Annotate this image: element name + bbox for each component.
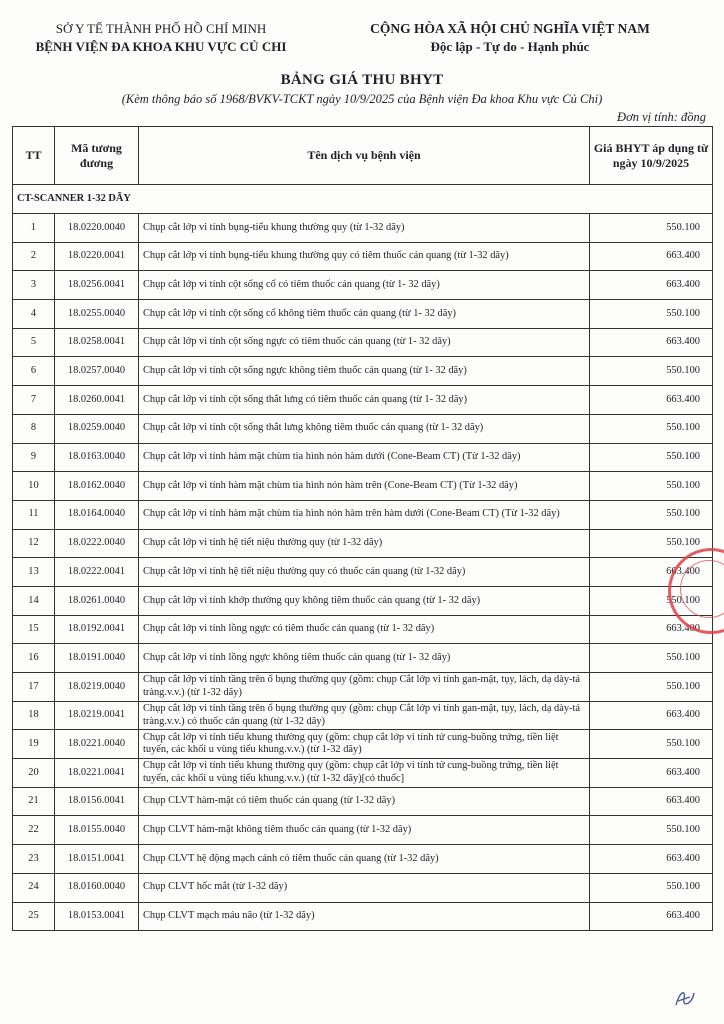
table-row [13, 558, 713, 587]
table-row [13, 242, 713, 271]
table-row [13, 787, 713, 816]
row-code: 18.0222.0040 [55, 529, 139, 558]
row-price: 663.400 [590, 845, 713, 874]
row-name: Chụp cắt lớp vi tính hàm mặt chùm tia hình nón hàm trên hàm dưới (Cone-Beam CT) (Từ 1-32 dãy) [139, 500, 590, 529]
header-price: Giá BHYT áp dụng từ ngày 10/9/2025 [590, 127, 713, 185]
row-name: Chụp CLVT hàm-mặt có tiêm thuốc cản quang (từ 1-32 dãy) [139, 787, 590, 816]
row-price: 550.100 [590, 644, 713, 673]
price-table [12, 126, 713, 931]
row-price: 663.400 [590, 615, 713, 644]
row-name: Chụp CLVT hốc mắt (từ 1-32 dãy) [139, 873, 590, 902]
row-tt: 1 [13, 214, 55, 243]
issuer-hospital: BỆNH VIỆN ĐA KHOA KHU VỰC CỦ CHI [35, 39, 287, 54]
row-price: 663.400 [590, 558, 713, 587]
row-code: 18.0261.0040 [55, 586, 139, 615]
row-name: Chụp CLVT hàm-mặt không tiêm thuốc cản quang (từ 1-32 dãy) [139, 816, 590, 845]
row-code: 18.0219.0040 [55, 673, 139, 702]
table-row [13, 615, 713, 644]
row-tt: 15 [13, 615, 55, 644]
table-header-row [13, 127, 713, 185]
table-row [13, 816, 713, 845]
row-code: 18.0221.0041 [55, 759, 139, 788]
table-row [13, 586, 713, 615]
row-tt: 12 [13, 529, 55, 558]
motto: Độc lập - Tự do - Hạnh phúc [430, 39, 590, 54]
row-price: 550.100 [590, 873, 713, 902]
document-subtitle: (Kèm thông báo số 1968/BVKV-TCKT ngày 10/9/2025 của Bệnh viện Đa khoa Khu vực Củ Chi) [121, 92, 603, 106]
row-code: 18.0259.0040 [55, 414, 139, 443]
issuer-department: SỞ Y TẾ THÀNH PHỐ HỒ CHÍ MINH [55, 21, 267, 36]
row-price: 663.400 [590, 759, 713, 788]
table-row [13, 500, 713, 529]
row-tt: 7 [13, 386, 55, 415]
row-tt: 6 [13, 357, 55, 386]
table-row [13, 214, 713, 243]
row-tt: 4 [13, 300, 55, 329]
header-code: Mã tương đương [55, 127, 139, 185]
row-name: Chụp cắt lớp vi tính lồng ngực có tiêm thuốc cản quang (từ 1- 32 dãy) [139, 615, 590, 644]
row-price: 550.100 [590, 673, 713, 702]
row-name: Chụp cắt lớp vi tính cột sống cổ không tiêm thuốc cản quang (từ 1- 32 dãy) [139, 300, 590, 329]
row-tt: 22 [13, 816, 55, 845]
signature-mark [672, 985, 698, 1011]
row-code: 18.0163.0040 [55, 443, 139, 472]
table-row [13, 271, 713, 300]
row-price: 550.100 [590, 586, 713, 615]
table-row [13, 328, 713, 357]
row-code: 18.0153.0041 [55, 902, 139, 931]
issuer-block [16, 20, 306, 56]
table-row [13, 357, 713, 386]
row-code: 18.0191.0040 [55, 644, 139, 673]
row-code: 18.0220.0041 [55, 242, 139, 271]
row-name: Chụp cắt lớp vi tính hệ tiết niệu thường quy (từ 1-32 dãy) [139, 529, 590, 558]
row-price: 550.100 [590, 414, 713, 443]
row-price: 550.100 [590, 357, 713, 386]
table-row [13, 300, 713, 329]
row-tt: 13 [13, 558, 55, 587]
row-name: Chụp cắt lớp vi tính hệ tiết niệu thường quy có thuốc cản quang (từ 1-32 dãy) [139, 558, 590, 587]
table-row [13, 902, 713, 931]
row-price: 550.100 [590, 443, 713, 472]
row-code: 18.0255.0040 [55, 300, 139, 329]
row-name: Chụp cắt lớp vi tính cột sống thắt lưng có tiêm thuốc cản quang (từ 1- 32 dãy) [139, 386, 590, 415]
row-price: 663.400 [590, 271, 713, 300]
row-price: 550.100 [590, 214, 713, 243]
row-name: Chụp cắt lớp vi tính cột sống ngực có tiêm thuốc cản quang (từ 1- 32 dãy) [139, 328, 590, 357]
row-price: 663.400 [590, 701, 713, 730]
row-price: 663.400 [590, 328, 713, 357]
row-price: 663.400 [590, 902, 713, 931]
row-tt: 21 [13, 787, 55, 816]
row-price: 550.100 [590, 730, 713, 759]
row-code: 18.0220.0040 [55, 214, 139, 243]
row-code: 18.0221.0040 [55, 730, 139, 759]
row-code: 18.0162.0040 [55, 472, 139, 501]
row-tt: 8 [13, 414, 55, 443]
row-price: 550.100 [590, 472, 713, 501]
table-row [13, 730, 713, 759]
row-price: 663.400 [590, 242, 713, 271]
row-code: 18.0156.0041 [55, 787, 139, 816]
row-code: 18.0155.0040 [55, 816, 139, 845]
row-name: Chụp cắt lớp vi tính cột sống thắt lưng không tiêm thuốc cản quang (từ 1- 32 dãy) [139, 414, 590, 443]
row-name: Chụp cắt lớp vi tính bụng-tiểu khung thường quy có tiêm thuốc cản quang (từ 1-32 dãy) [139, 242, 590, 271]
row-name: Chụp cắt lớp vi tính cột sống cổ có tiêm thuốc cản quang (từ 1- 32 dãy) [139, 271, 590, 300]
row-name: Chụp cắt lớp vi tính tiểu khung thường quy (gồm: chụp cắt lớp vi tính tử cung-buồng trứng, tiền liệt tuyến, các khối u vùng tiểu khung.v.v.) (từ 1-32 dãy) [139, 730, 590, 759]
national-motto-block [310, 20, 710, 56]
row-tt: 24 [13, 873, 55, 902]
row-name: Chụp cắt lớp vi tính khớp thường quy không tiêm thuốc cản quang (từ 1- 32 dãy) [139, 586, 590, 615]
row-tt: 20 [13, 759, 55, 788]
row-code: 18.0258.0041 [55, 328, 139, 357]
row-code: 18.0219.0041 [55, 701, 139, 730]
row-name: Chụp cắt lớp vi tính tầng trên ổ bụng thường quy (gồm: chụp Cắt lớp vi tính gan-mật, tụy, lách, dạ dày-tá tràng.v.v.) (từ 1-32 dãy) [139, 673, 590, 702]
table-row [13, 644, 713, 673]
row-code: 18.0256.0041 [55, 271, 139, 300]
row-tt: 3 [13, 271, 55, 300]
row-price: 663.400 [590, 386, 713, 415]
row-name: Chụp cắt lớp vi tính tầng trên ổ bụng thường quy (gồm: chụp Cắt lớp vi tính gan-mật, tụy, lách, dạ dày-tá tràng.v.v.) có thuốc cản quang (từ 1-32 dãy) [139, 701, 590, 730]
country-name: CỘNG HÒA XÃ HỘI CHỦ NGHĨA VIỆT NAM [370, 21, 650, 36]
table-row [13, 845, 713, 874]
row-price: 550.100 [590, 300, 713, 329]
table-row [13, 701, 713, 730]
table-row [13, 873, 713, 902]
table-row [13, 759, 713, 788]
document-title: BẢNG GIÁ THU BHYT [280, 72, 444, 88]
section-row [13, 185, 713, 214]
row-code: 18.0160.0040 [55, 873, 139, 902]
section-label: CT-SCANNER 1-32 DÃY [13, 185, 713, 214]
row-name: Chụp cắt lớp vi tính lồng ngực không tiêm thuốc cản quang (từ 1- 32 dãy) [139, 644, 590, 673]
row-code: 18.0192.0041 [55, 615, 139, 644]
row-name: Chụp cắt lớp vi tính bụng-tiểu khung thường quy (từ 1-32 dãy) [139, 214, 590, 243]
table-row [13, 472, 713, 501]
header-tt: TT [13, 127, 55, 185]
table-row [13, 386, 713, 415]
row-code: 18.0257.0040 [55, 357, 139, 386]
row-name: Chụp cắt lớp vi tính cột sống ngực không tiêm thuốc cản quang (từ 1- 32 dãy) [139, 357, 590, 386]
row-price: 550.100 [590, 529, 713, 558]
row-tt: 18 [13, 701, 55, 730]
row-tt: 16 [13, 644, 55, 673]
row-price: 550.100 [590, 500, 713, 529]
row-tt: 23 [13, 845, 55, 874]
row-name: Chụp cắt lớp vi tính tiểu khung thường quy (gồm: chụp cắt lớp vi tính tử cung-buồng trứng, tiền liệt tuyến, các khối u vùng tiểu khung.v.v.) (từ 1-32 dãy)[có thuốc] [139, 759, 590, 788]
row-name: Chụp CLVT hệ động mạch cảnh có tiêm thuốc cản quang (từ 1-32 dãy) [139, 845, 590, 874]
row-tt: 17 [13, 673, 55, 702]
table-row [13, 529, 713, 558]
row-tt: 14 [13, 586, 55, 615]
row-code: 18.0151.0041 [55, 845, 139, 874]
row-tt: 11 [13, 500, 55, 529]
row-tt: 9 [13, 443, 55, 472]
row-tt: 19 [13, 730, 55, 759]
row-code: 18.0222.0041 [55, 558, 139, 587]
row-name: Chụp cắt lớp vi tính hàm mặt chùm tia hình nón hàm trên (Cone-Beam CT) (Từ 1-32 dãy) [139, 472, 590, 501]
table-row [13, 443, 713, 472]
row-code: 18.0164.0040 [55, 500, 139, 529]
table-row [13, 673, 713, 702]
unit-note: Đơn vị tính: đồng [617, 110, 706, 124]
row-tt: 25 [13, 902, 55, 931]
header-name: Tên dịch vụ bệnh viện [139, 127, 590, 185]
row-code: 18.0260.0041 [55, 386, 139, 415]
row-name: Chụp CLVT mạch máu não (từ 1-32 dãy) [139, 902, 590, 931]
row-price: 550.100 [590, 816, 713, 845]
row-price: 663.400 [590, 787, 713, 816]
row-name: Chụp cắt lớp vi tính hàm mặt chùm tia hình nón hàm dưới (Cone-Beam CT) (Từ 1-32 dãy) [139, 443, 590, 472]
table-row [13, 414, 713, 443]
row-tt: 10 [13, 472, 55, 501]
row-tt: 5 [13, 328, 55, 357]
row-tt: 2 [13, 242, 55, 271]
